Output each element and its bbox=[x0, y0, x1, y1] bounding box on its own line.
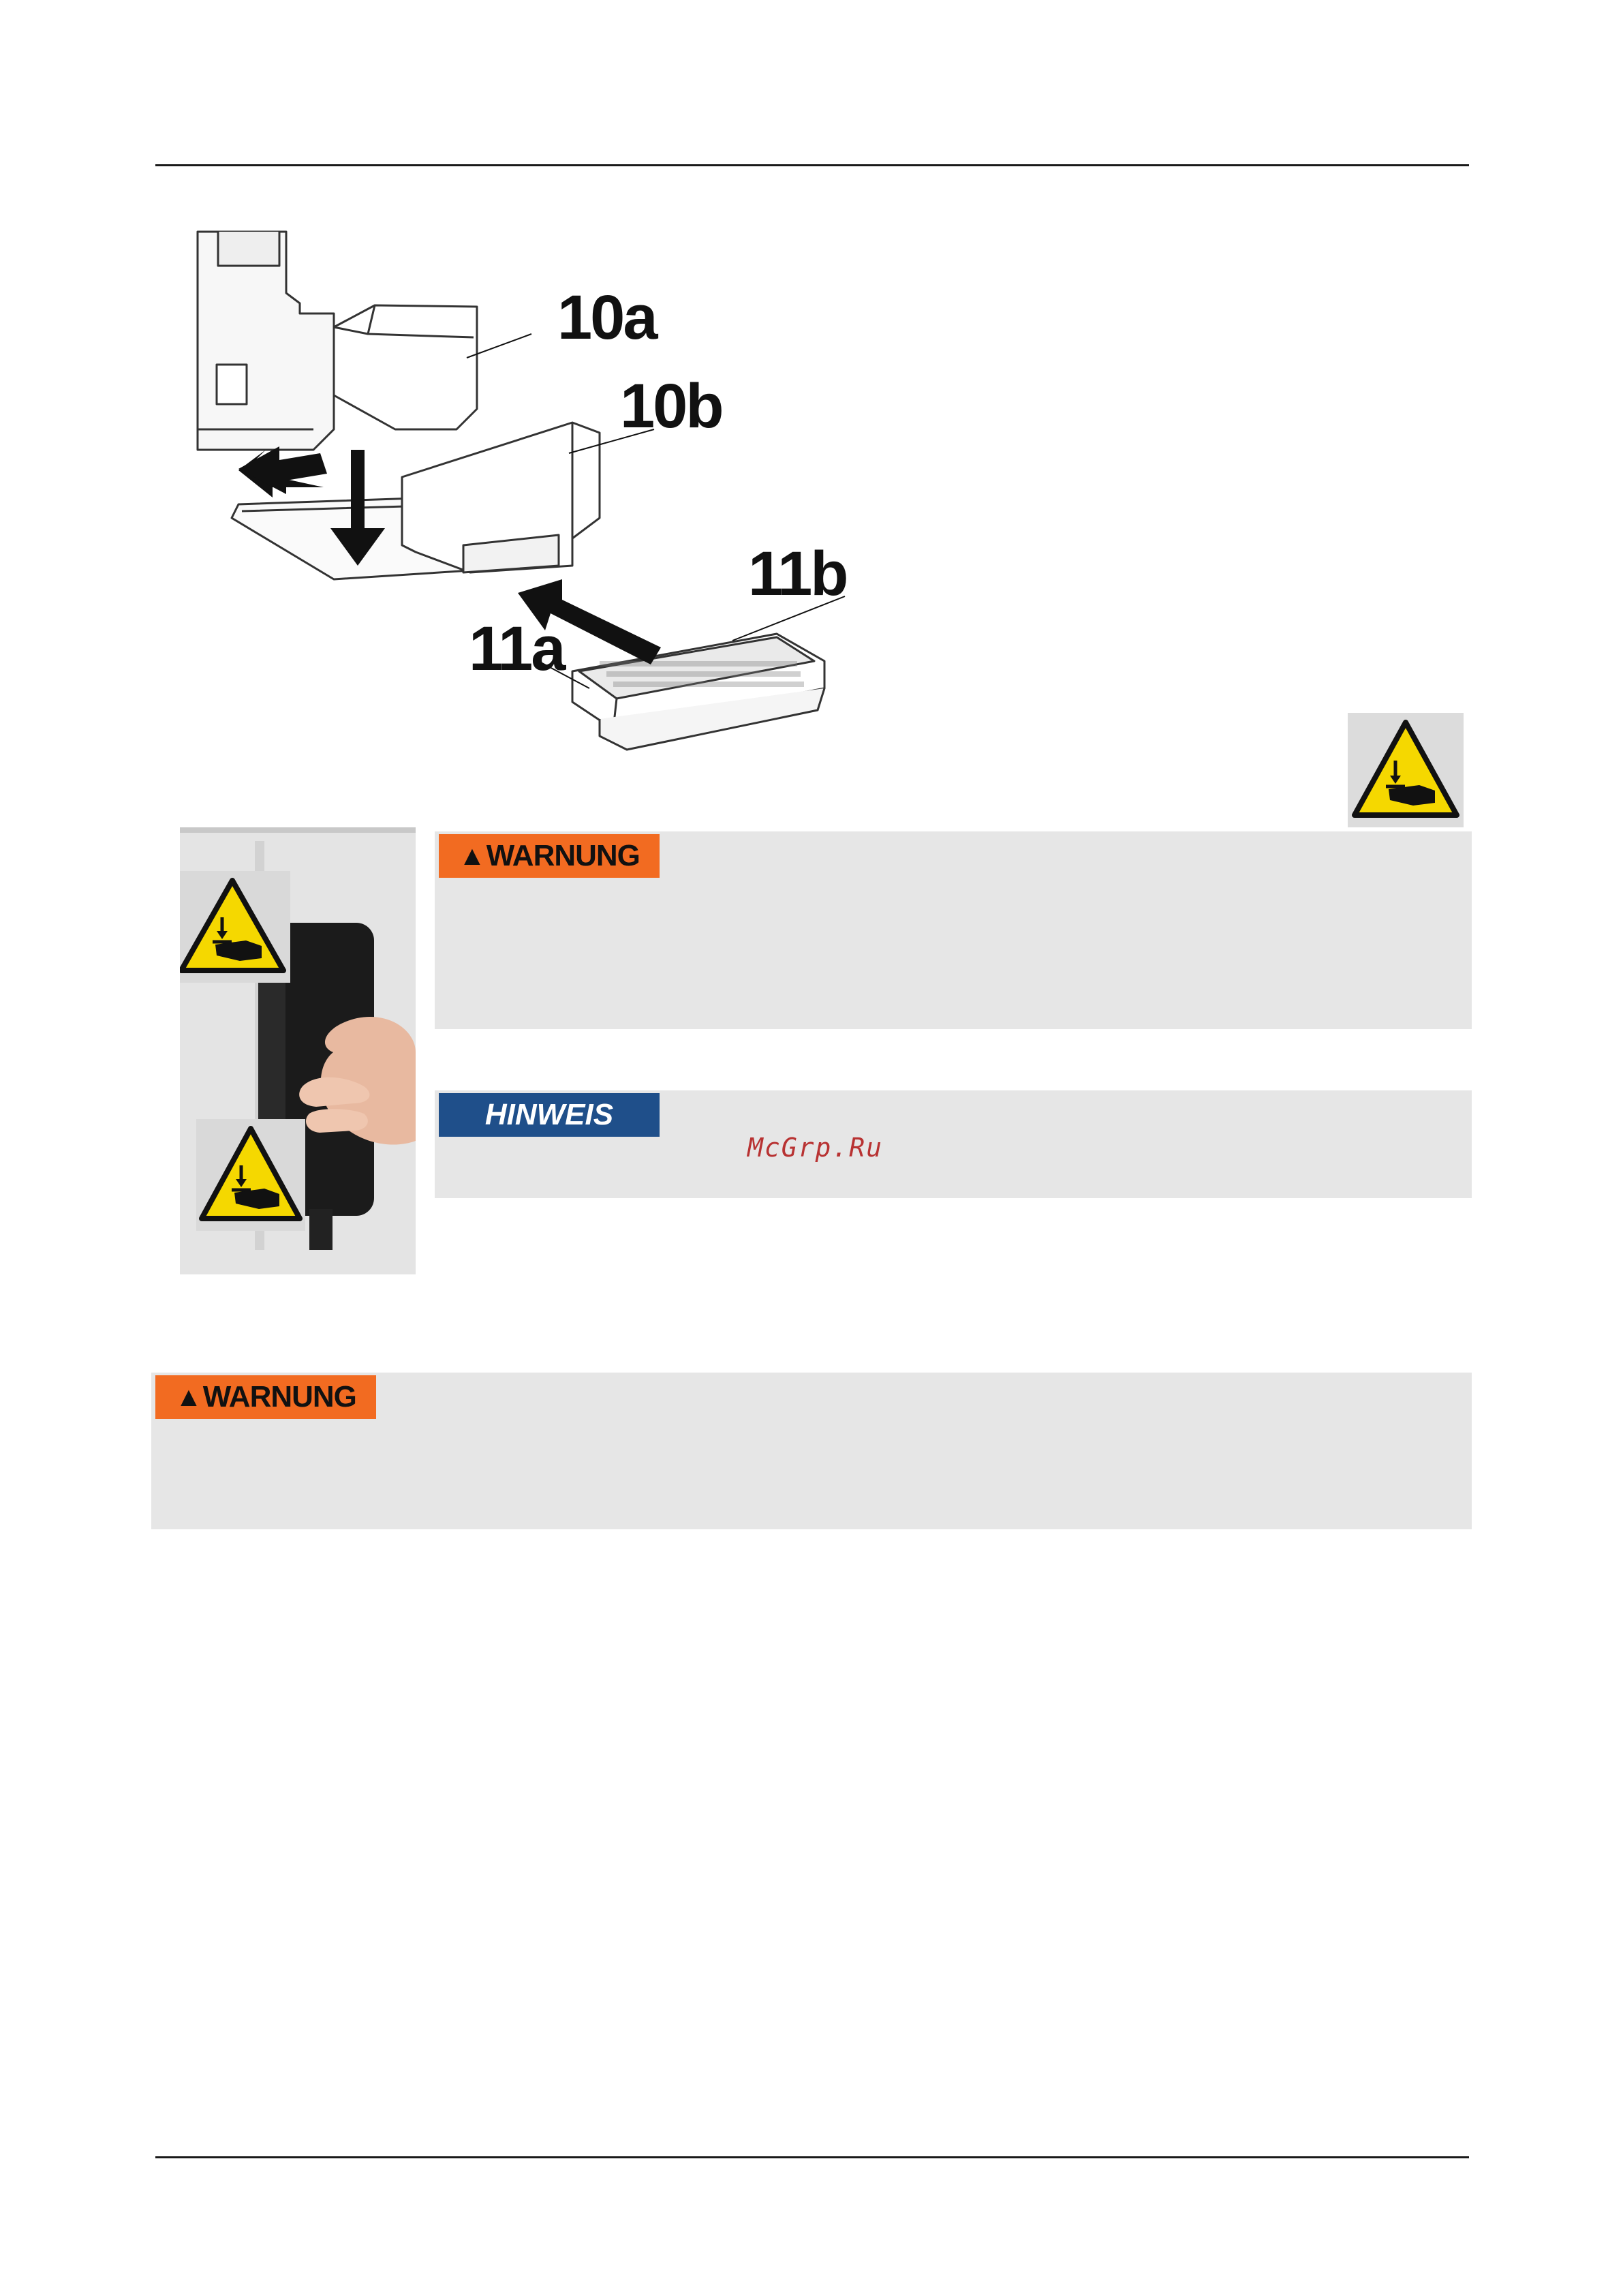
hand-crush-warning-icon bbox=[180, 871, 290, 983]
hand-holding-unit-photo bbox=[180, 827, 416, 1274]
drip-tray-diagram bbox=[191, 225, 886, 777]
header-rule bbox=[155, 164, 1469, 166]
footer-rule bbox=[155, 2156, 1469, 2158]
warning-label: WARNUNG bbox=[486, 839, 640, 872]
callout-10b: 10b bbox=[620, 371, 722, 441]
hand-crush-warning-icon bbox=[196, 1119, 305, 1231]
note-badge bbox=[439, 1093, 660, 1137]
note-label: HINWEIS bbox=[484, 1098, 614, 1131]
warning-triangle-icon: ▲ bbox=[175, 1381, 202, 1412]
warning-badge bbox=[439, 834, 660, 878]
photo-sign-lower bbox=[196, 1119, 305, 1231]
callout-10a: 10a bbox=[557, 283, 656, 352]
hand-crush-sign bbox=[1348, 713, 1464, 827]
warning-badge bbox=[155, 1375, 376, 1419]
assembly-illustration bbox=[191, 225, 886, 777]
hand-crush-warning-icon bbox=[1348, 713, 1464, 827]
callout-11b: 11b bbox=[748, 539, 847, 609]
warning-label: WARNUNG bbox=[202, 1380, 356, 1413]
watermark-text: McGrp.Ru bbox=[747, 1133, 884, 1163]
photo-sign-upper bbox=[180, 871, 290, 983]
warning-triangle-icon: ▲ bbox=[459, 840, 485, 871]
callout-11a: 11a bbox=[469, 614, 564, 684]
